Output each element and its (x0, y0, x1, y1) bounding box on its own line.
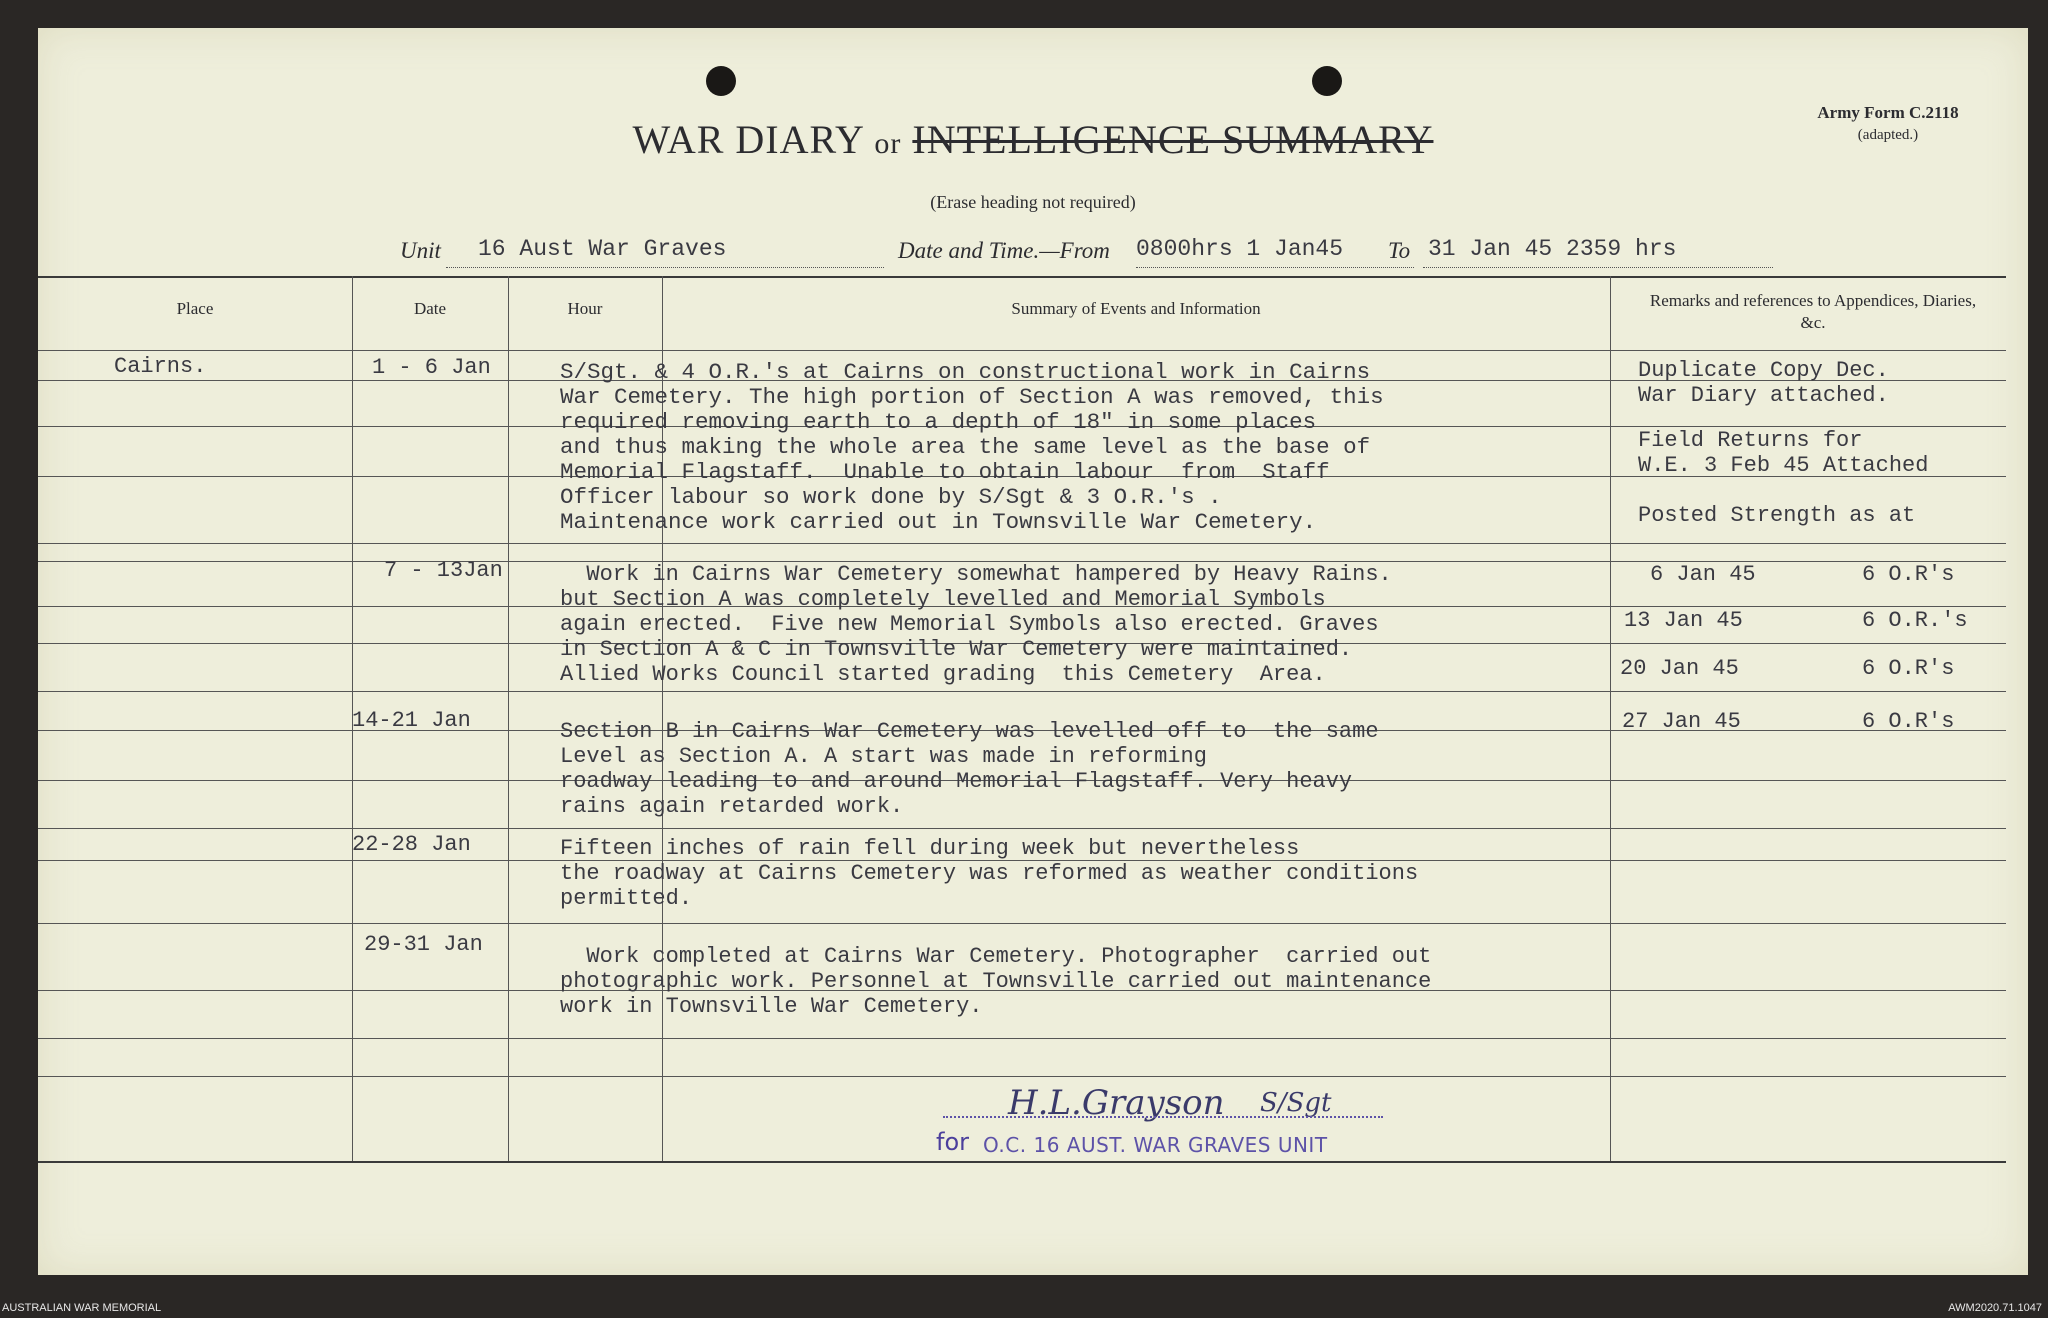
table-top-border (38, 276, 2006, 278)
header-summary: Summary of Events and Information (1011, 299, 1261, 318)
from-dotted (1136, 267, 1414, 268)
rule-line (38, 1038, 2006, 1039)
strength-value: 6 O.R.'s (1862, 608, 1968, 633)
footer-accession-number: AWM2020.71.1047 (1948, 1302, 2042, 1314)
entry-summary: Work in Cairns War Cemetery somewhat hampered by Heavy Rains. but Section A was completely levelled and Memorial Symbols again erected. Five new Memorial Symbols also erected. Graves in Section A & C in Townsville War Cemetery were maintained. Allied Works Council started grading this Cemetery Area. (560, 562, 1392, 687)
title-war-diary: WAR DIARY (632, 117, 864, 162)
header-place: Place (176, 299, 214, 318)
header-remarks: Remarks and references to Appendices, Diaries, &c. (1649, 291, 1977, 332)
army-form-number: Army Form C.2118 (1817, 103, 1959, 122)
col-divider-date (508, 276, 509, 1161)
erase-note: (Erase heading not required) (930, 192, 1136, 212)
header-hour: Hour (567, 299, 603, 318)
from-value: 0800hrs 1 Jan45 (1136, 236, 1344, 262)
entry-date: 7 - 13Jan (384, 558, 503, 583)
strength-date: 27 Jan 45 (1622, 709, 1741, 734)
army-form-label (1768, 102, 2008, 146)
stamp-prefix: for (936, 1128, 969, 1156)
strength-date: 20 Jan 45 (1620, 656, 1739, 681)
page-title (38, 116, 2028, 163)
table-bottom-border (38, 1161, 2006, 1163)
to-value: 31 Jan 45 2359 hrs (1428, 236, 1677, 262)
rule-line (38, 1076, 2006, 1077)
remark-duplicate: War Diary attached. (1638, 383, 1889, 408)
to-dotted (1423, 267, 1773, 268)
unit-value: 16 Aust War Graves (478, 236, 727, 262)
entry-summary: Section B in Cairns War Cemetery was levelled off to the same Level as Section A. A start was made in reforming roadway leading to and around Memorial Flagstaff. Very heavy rains again retarded work. (560, 719, 1379, 819)
strength-value: 6 O.R's (1862, 709, 1955, 734)
strength-date: 6 Jan 45 (1650, 562, 1756, 587)
army-form-adapted: (adapted.) (1857, 127, 1919, 143)
strength-value: 6 O.R's (1862, 656, 1955, 681)
footer-archive-name: AUSTRALIAN WAR MEMORIAL (2, 1302, 162, 1314)
date-time-label: Date and Time.—From (898, 238, 1110, 263)
unit-stamp: O.C. 16 AUST. WAR GRAVES UNIT (983, 1133, 1328, 1157)
entry-summary: Work completed at Cairns War Cemetery. Photographer carried out photographic work. Personnel at Townsville carried out maintenance work in Townsville War Cemetery. (560, 944, 1432, 1019)
rule-line (38, 828, 2006, 829)
col-divider-summary (1610, 276, 1611, 1161)
punch-hole-left (706, 66, 736, 96)
remark-duplicate: Duplicate Copy Dec. (1638, 358, 1889, 383)
punch-hole-right (1312, 66, 1342, 96)
entry-summary: Fifteen inches of rain fell during week but nevertheless the roadway at Cairns Cemetery was reformed as weather conditions permitted. (560, 836, 1419, 911)
rule-line (38, 543, 2006, 544)
signature-rank: S/Sgt (1260, 1088, 1332, 1118)
title-struck: INTELLIGENCE SUMMARY (912, 117, 1434, 162)
rule-line (38, 923, 2006, 924)
unit-line (38, 234, 2028, 270)
entry-date: 29-31 Jan (364, 932, 483, 957)
diary-page (38, 28, 2028, 1275)
to-label: To (1388, 238, 1411, 263)
entry-place: Cairns. (114, 354, 207, 379)
entry-date: 22-28 Jan (352, 832, 471, 857)
rule-line (38, 691, 2006, 692)
signature-dotted-line (943, 1116, 1383, 1118)
remark-field-returns: Field Returns for (1638, 428, 1863, 453)
header-date: Date (413, 299, 447, 318)
entry-summary: S/Sgt. & 4 O.R.'s at Cairns on constructional work in Cairns War Cemetery. The high portion of Section A was removed, this required removing earth to a depth of 18" in some places and thus making the whole area the same level as the base of Memorial Flagstaff. Unable to obtain labour from Staff Officer labour so work done by S/Sgt & 3 O.R.'s . Maintenance work carried out in Townsville War Cemetery. (560, 359, 1384, 535)
strength-value: 6 O.R's (1862, 562, 1955, 587)
unit-label: Unit (400, 238, 441, 263)
remark-field-returns: W.E. 3 Feb 45 Attached (1638, 453, 1929, 478)
entry-date: 14-21 Jan (352, 708, 471, 733)
title-or: or (874, 127, 902, 160)
signature: H.L.Grayson (1008, 1083, 1225, 1123)
table-header-border (38, 350, 2006, 351)
strength-date: 13 Jan 45 (1624, 608, 1743, 633)
entry-date: 1 - 6 Jan (372, 355, 491, 380)
unit-dotted (446, 267, 884, 268)
remark-posted-strength: Posted Strength as at (1638, 503, 1916, 528)
